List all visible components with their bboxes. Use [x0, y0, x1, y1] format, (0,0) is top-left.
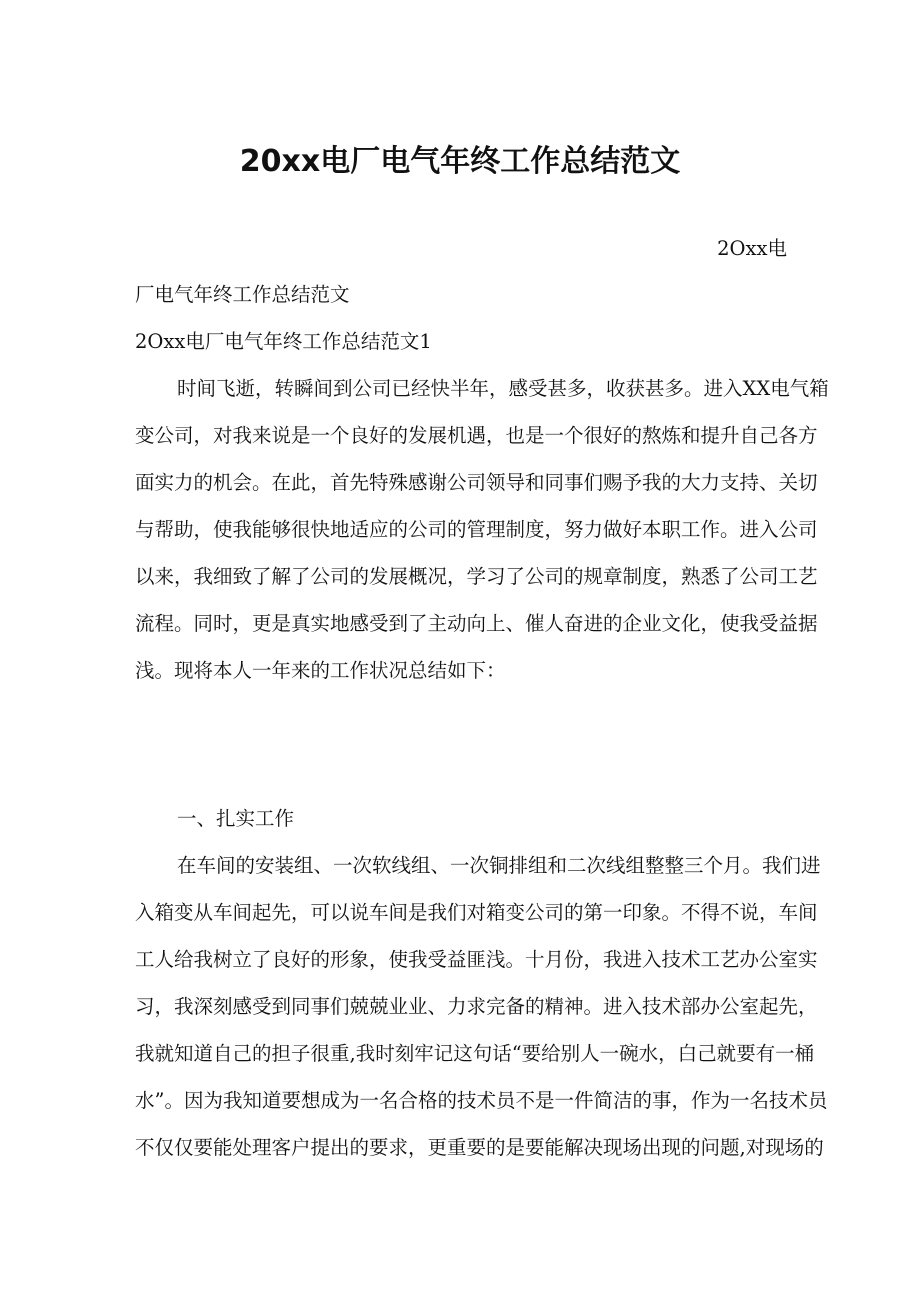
paragraph-line: 入箱变从车间起先，可以说车间是我们对箱变公司的第一印象。不得不说，车间: [135, 901, 818, 924]
paragraph-line: 不仅仅要能处理客户提出的要求，更重要的是要能解决现场出现的问题,对现场的: [135, 1136, 824, 1159]
paragraph-line: 以来，我细致了解了公司的发展概况，学习了公司的规章制度，熟悉了公司工艺: [135, 565, 818, 588]
paragraph-line: 工人给我树立了良好的形象，使我受益匪浅。十月份，我进入技术工艺办公室实: [135, 948, 818, 971]
header-right-text: 2Oxx电: [717, 237, 787, 260]
paragraph-line: 浅。现将本人一年来的工作状况总结如下：: [135, 659, 506, 682]
paragraph-line: 与帮助，使我能够很快地适应的公司的管理制度，努力做好本职工作。进入公司: [135, 518, 818, 541]
paragraph-line: 水”。因为我知道要想成为一名合格的技术员不是一件简洁的事，作为一名技术员: [135, 1089, 828, 1112]
paragraph-line: 在车间的安装组、一次软线组、一次铜排组和二次线组整整三个月。我们进: [177, 854, 821, 877]
document-title: 20xx电厂电气年终工作总结范文: [239, 144, 681, 179]
paragraph-line: 变公司，对我来说是一个良好的发展机遇，也是一个很好的熬炼和提升自己各方: [135, 424, 818, 447]
header-continuation-text: 厂电气年终工作总结范文: [135, 283, 350, 306]
paragraph-line: 流程。同时，更是真实地感受到了主动向上、催人奋进的企业文化，使我受益据: [135, 612, 818, 635]
section-heading: 一、扎实工作: [177, 807, 295, 830]
document-subtitle: 2Oxx电厂电气年终工作总结范文1: [135, 330, 432, 353]
paragraph-line: 习，我深刻感受到同事们兢兢业业、力求完备的精神。进入技术部办公室起先，: [135, 995, 818, 1018]
paragraph-line: 我就知道自己的担子很重,我时刻牢记这句话“要给别人一碗水，白己就要有一桶: [135, 1042, 815, 1065]
paragraph-line: 面实力的机会。在此，首先特殊感谢公司领导和同事们赐予我的大力支持、关切: [135, 471, 818, 494]
paragraph-line: 时间飞逝，转瞬间到公司已经快半年，感受甚多，收获甚多。进入XX电气箱: [177, 377, 829, 400]
